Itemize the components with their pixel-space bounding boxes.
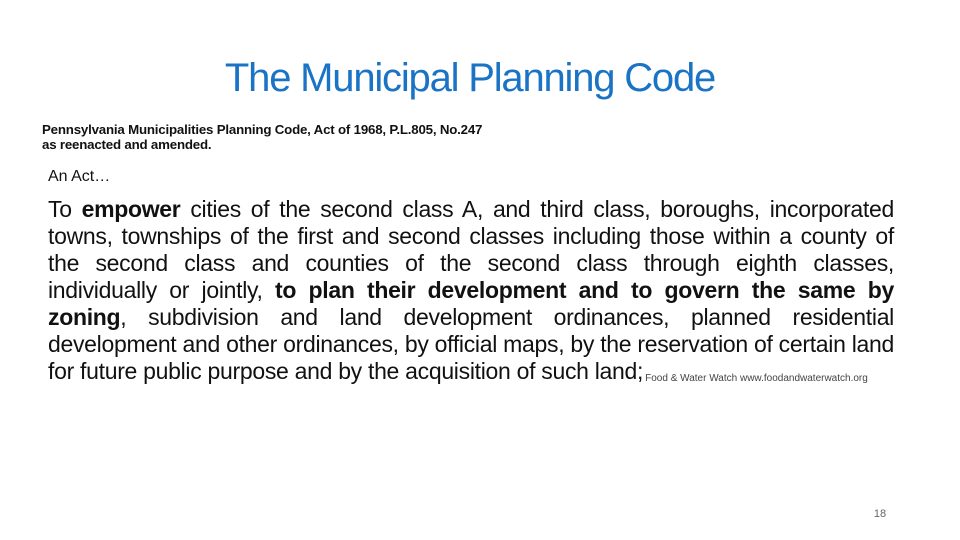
body-part-5: , subdivision and land development ordinances, planned residential development and other ordinances, by official maps, by the reservation of certain land for future public purpose and by the acquisition of such land; xyxy=(48,304,894,384)
body-emphasis-plan-and-zoning: to plan their development and to govern the same by zoning xyxy=(48,277,894,330)
slide-title: The Municipal Planning Code xyxy=(224,56,716,100)
act-body-paragraph xyxy=(48,196,894,392)
subtitle-line-1: Pennsylvania Municipalities Planning Code, Act of 1968, P.L.805, No.247 xyxy=(42,122,483,137)
subtitle xyxy=(42,122,742,152)
page-number: 18 xyxy=(873,508,887,520)
intro-text: An Act… xyxy=(48,168,111,185)
source-credit: Food & Water Watch www.foodandwaterwatch.org xyxy=(645,373,868,384)
body-part-1: To xyxy=(48,196,82,222)
body-part-3: cities of the second class A, and third class, boroughs, incorporated towns, townships of the first and second classes including those within a county of the second class and counties of the second class through eighth classes, individually or jointly, xyxy=(48,196,894,303)
body-emphasis-empower: empower xyxy=(81,196,181,222)
subtitle-line-2: as reenacted and amended. xyxy=(42,137,212,152)
